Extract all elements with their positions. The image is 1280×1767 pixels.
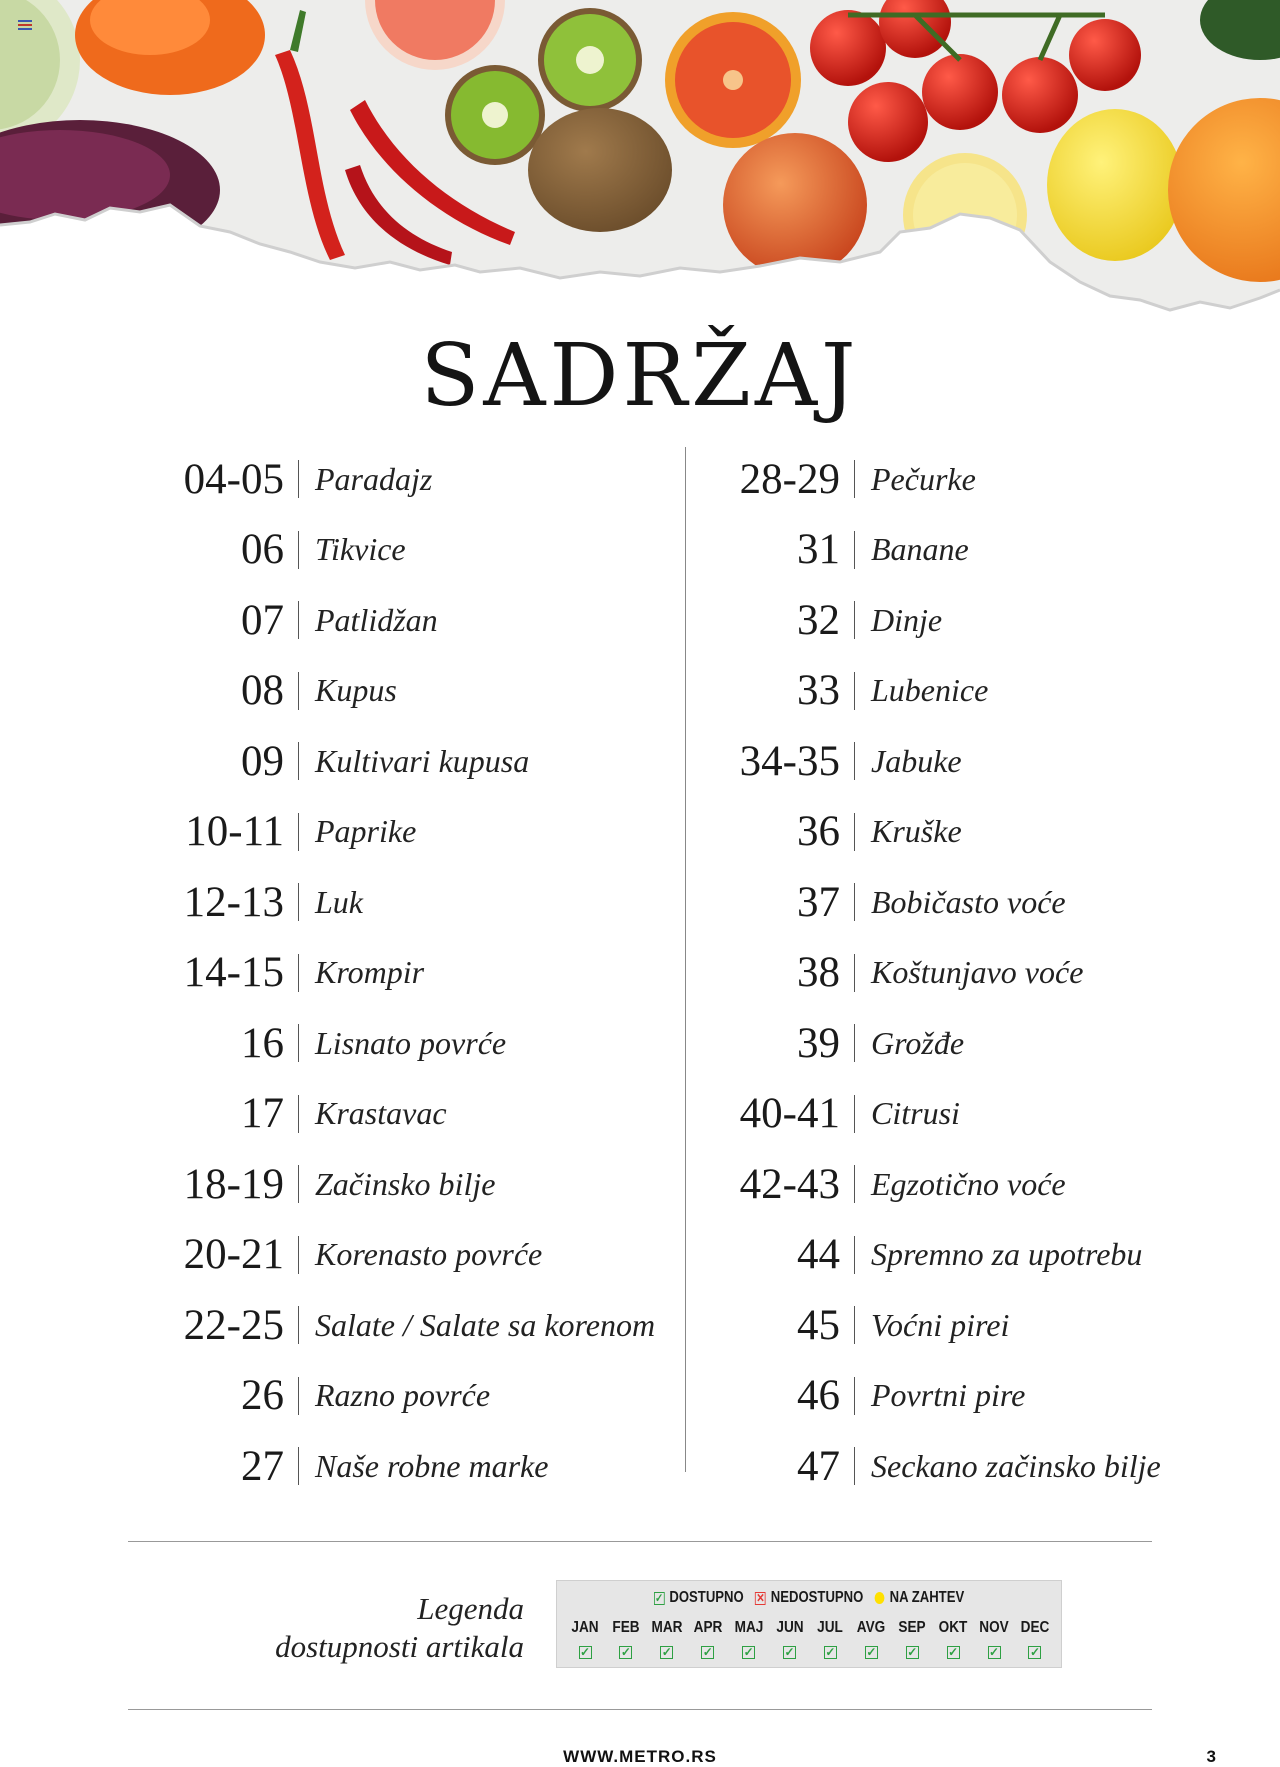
toc-section-title: Spremno za upotrebu (871, 1236, 1143, 1273)
toc-section-title: Egzotično voće (871, 1165, 1066, 1202)
toc-section-title: Kruške (871, 813, 962, 850)
toc-entry[interactable] (150, 1290, 690, 1361)
toc-page-number: 44 (797, 1231, 840, 1279)
month-status (565, 1643, 605, 1661)
page-title: SADRŽAJ (420, 326, 860, 426)
check-icon: ✓ (702, 1645, 713, 1659)
legend-key-available (654, 1589, 744, 1607)
toc-entry[interactable] (706, 726, 1186, 797)
toc-right-column (706, 444, 1186, 1502)
month-status (810, 1643, 850, 1661)
legend-key-on-request-label: NA ZAHTEV (889, 1589, 965, 1606)
toc-page-number: 07 (241, 596, 284, 644)
toc-entry[interactable] (150, 1008, 690, 1079)
legend-months (565, 1619, 1055, 1637)
toc-entry[interactable] (706, 797, 1186, 868)
toc-section-title: Paradajz (315, 460, 433, 497)
toc-page-number: 27 (241, 1442, 284, 1490)
month-label: OKT (938, 1619, 968, 1636)
toc-page-number: 06 (241, 526, 284, 574)
month-label: JAN (571, 1619, 599, 1636)
menu-icon[interactable] (18, 18, 32, 32)
month-status (729, 1643, 769, 1661)
toc-entry[interactable] (150, 444, 690, 515)
toc-page-number: 12-13 (183, 878, 284, 926)
produce-photo (0, 0, 1280, 340)
check-icon: ✓ (1029, 1645, 1040, 1659)
toc-page-number: 37 (797, 878, 840, 926)
toc-entry[interactable] (150, 656, 690, 727)
check-icon: ✓ (989, 1645, 1000, 1659)
toc-entry[interactable] (150, 1149, 690, 1220)
toc-entry[interactable] (150, 1361, 690, 1432)
toc-section-title: Koštunjavo voće (871, 954, 1084, 991)
toc-entry[interactable] (150, 585, 690, 656)
month-label: AVG (857, 1619, 886, 1636)
check-icon: ✓ (620, 1645, 631, 1659)
toc-page-number: 20-21 (183, 1231, 284, 1279)
toc-page-number: 32 (797, 596, 840, 644)
hero-image (0, 0, 1280, 340)
availability-legend (556, 1580, 1062, 1668)
toc-page-number: 42-43 (739, 1160, 840, 1208)
toc-section-title: Paprike (315, 813, 417, 850)
toc-entry[interactable] (150, 938, 690, 1009)
toc-entry[interactable] (706, 938, 1186, 1009)
legend-title-line1: Legenda (417, 1591, 524, 1626)
toc-section-title: Razno povrće (315, 1377, 491, 1414)
legend-key-available-label: DOSTUPNO (669, 1589, 744, 1606)
toc-entry[interactable] (706, 1290, 1186, 1361)
toc-page-number: 22-25 (183, 1301, 284, 1349)
toc-section-title: Krompir (315, 954, 425, 991)
toc-page-number: 10-11 (185, 808, 284, 856)
page-number: 3 (1206, 1747, 1216, 1766)
toc-section-title: Luk (315, 883, 363, 920)
toc-page-number: 47 (797, 1442, 840, 1490)
toc-entry[interactable] (706, 515, 1186, 586)
toc-entry[interactable] (150, 867, 690, 938)
toc-page-number: 14-15 (183, 949, 284, 997)
month-status (606, 1643, 646, 1661)
toc-entry[interactable] (706, 1361, 1186, 1432)
toc-entry[interactable] (150, 515, 690, 586)
toc-entry[interactable] (706, 1220, 1186, 1291)
toc-page-number: 33 (797, 667, 840, 715)
toc-section-title: Naše robne marke (315, 1447, 549, 1484)
toc-entry[interactable] (150, 1220, 690, 1291)
month-status (892, 1643, 932, 1661)
check-icon: ✓ (743, 1645, 754, 1659)
legend-title-line2: dostupnosti artikala (275, 1629, 524, 1664)
toc-section-title: Banane (871, 531, 969, 568)
check-icon: ✓ (866, 1645, 877, 1659)
check-icon: ✓ (661, 1645, 672, 1659)
toc-page-number: 31 (797, 526, 840, 574)
toc-section-title: Bobičasto voće (871, 883, 1066, 920)
toc-page-number: 04-05 (183, 455, 284, 503)
legend-top-divider (128, 1541, 1152, 1542)
month-label: DEC (1020, 1619, 1050, 1636)
toc-page-number: 16 (241, 1019, 284, 1067)
month-label: SEP (898, 1619, 926, 1636)
toc-entry[interactable] (706, 585, 1186, 656)
toc-section-title: Lisnato povrće (315, 1024, 507, 1061)
cross-icon: ✕ (756, 1590, 765, 1605)
toc-section-title: Lubenice (871, 672, 989, 709)
toc-section-title: Patlidžan (315, 601, 438, 638)
toc-entry[interactable] (706, 1149, 1186, 1220)
toc-page-number: 40-41 (739, 1090, 840, 1138)
toc-entry[interactable] (706, 656, 1186, 727)
toc-section-title: Pečurke (871, 460, 976, 497)
toc-section-title: Kultivari kupusa (315, 742, 530, 779)
footer-url[interactable]: WWW.METRO.RS (563, 1747, 717, 1766)
month-label: MAR (651, 1619, 683, 1636)
toc-page-number: 17 (241, 1090, 284, 1138)
legend-keys (602, 1589, 1015, 1607)
toc-page-number: 45 (797, 1301, 840, 1349)
month-label: FEB (612, 1619, 640, 1636)
legend-key-unavailable-label: NEDOSTUPNO (770, 1589, 864, 1606)
toc-page-number: 46 (797, 1372, 840, 1420)
check-icon: ✓ (579, 1645, 591, 1659)
column-divider (685, 447, 686, 1472)
month-status (770, 1643, 810, 1661)
toc-entry[interactable] (706, 1431, 1186, 1502)
toc-page-number: 36 (797, 808, 840, 856)
check-icon: ✓ (784, 1645, 795, 1659)
check-icon: ✓ (907, 1645, 918, 1659)
toc-section-title: Voćni pirei (871, 1306, 1010, 1343)
toc-entry[interactable] (150, 1079, 690, 1150)
month-status (851, 1643, 891, 1661)
month-status (688, 1643, 728, 1661)
toc-page-number: 38 (797, 949, 840, 997)
month-status (1015, 1643, 1055, 1661)
toc-section-title: Salate / Salate sa korenom (315, 1306, 656, 1343)
toc-section-title: Jabuke (871, 742, 962, 779)
toc-page-number: 08 (241, 667, 284, 715)
dot-icon (875, 1592, 885, 1604)
toc-left-column (150, 444, 690, 1502)
toc-page-number: 39 (797, 1019, 840, 1067)
toc-section-title: Povrtni pire (871, 1377, 1026, 1414)
legend-month-marks (565, 1643, 1055, 1661)
month-status (974, 1643, 1014, 1661)
toc-section-title: Tikvice (315, 531, 406, 568)
month-label: APR (693, 1619, 723, 1636)
month-status (647, 1643, 687, 1661)
toc-section-title: Grožđe (871, 1024, 965, 1061)
toc-section-title: Krastavac (315, 1095, 447, 1132)
toc-section-title: Kupus (315, 672, 397, 709)
toc-entry[interactable] (706, 1008, 1186, 1079)
legend-title (220, 1590, 524, 1666)
toc-section-title: Citrusi (871, 1095, 960, 1132)
toc-entry[interactable] (706, 1079, 1186, 1150)
toc-page-number: 09 (241, 737, 284, 785)
check-icon: ✓ (948, 1645, 959, 1659)
legend-key-on-request (875, 1589, 964, 1607)
month-label: MAJ (734, 1619, 763, 1636)
check-icon: ✓ (654, 1590, 664, 1605)
legend-bottom-divider (128, 1709, 1152, 1710)
toc-section-title: Začinsko bilje (315, 1165, 496, 1202)
toc-entry[interactable] (150, 726, 690, 797)
toc-section-title: Dinje (871, 601, 943, 638)
toc-entry[interactable] (150, 797, 690, 868)
toc-entry[interactable] (706, 867, 1186, 938)
month-status (933, 1643, 973, 1661)
month-label: JUL (817, 1619, 844, 1636)
toc-entry[interactable] (706, 444, 1186, 515)
toc-page-number: 34-35 (739, 737, 840, 785)
toc-section-title: Seckano začinsko bilje (871, 1447, 1161, 1484)
toc-entry[interactable] (150, 1431, 690, 1502)
check-icon: ✓ (825, 1645, 836, 1659)
toc-section-title: Korenasto povrće (315, 1236, 543, 1273)
month-label: NOV (979, 1619, 1009, 1636)
legend-key-unavailable (755, 1589, 863, 1607)
toc-page-number: 26 (241, 1372, 284, 1420)
month-label: JUN (775, 1619, 804, 1636)
toc-page-number: 28-29 (739, 455, 840, 503)
toc-page-number: 18-19 (183, 1160, 284, 1208)
